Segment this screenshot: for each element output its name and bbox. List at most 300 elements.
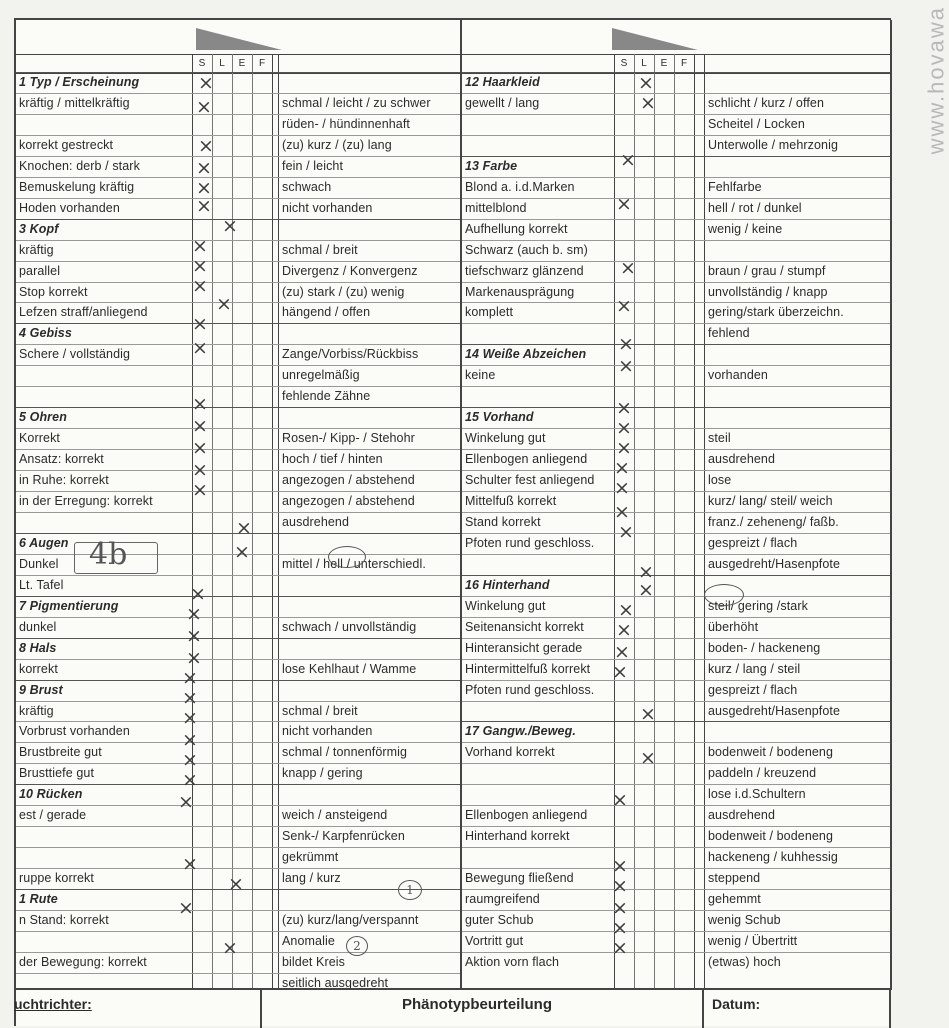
section-title: 16 Hinterhand — [465, 577, 550, 592]
section-title: 12 Haarkleid — [465, 75, 540, 89]
right-header-f: F — [680, 58, 688, 69]
deviation-label: schmal / leicht / zu schwer — [282, 95, 431, 110]
criterion-label: Winkelung gut — [465, 431, 546, 446]
left-criterion-row — [16, 826, 460, 847]
left-criterion-row — [16, 428, 460, 449]
right-criterion-row — [462, 512, 890, 533]
checkmark-icon: × — [182, 769, 198, 791]
deviation-label: hängend / offen — [282, 305, 371, 320]
checkmark-icon: × — [216, 293, 232, 315]
criterion-label: Seitenansicht korrekt — [465, 619, 584, 634]
right-header-row — [462, 54, 890, 74]
right-criterion-row — [462, 910, 890, 931]
deviation-label: boden- / hackeneng — [708, 640, 821, 655]
left-header-f: F — [258, 58, 266, 69]
deviation-label: ausgedreht/Hasenpfote — [708, 703, 841, 718]
deviation-label: Anomalie — [282, 933, 335, 948]
criterion-label: gewellt / lang — [465, 95, 540, 110]
right-section-header — [462, 156, 890, 177]
right-section-header — [462, 575, 890, 601]
criterion-label: dunkel — [19, 619, 57, 634]
left-section-header — [16, 72, 460, 93]
criterion-label: Brusttiefe gut — [19, 766, 95, 781]
left-section-header — [16, 784, 460, 805]
deviation-label: (zu) stark / (zu) wenig — [282, 284, 405, 299]
checkmark-icon: × — [222, 937, 238, 959]
deviation-label: Rosen-/ Kipp- / Stehohr — [282, 431, 415, 446]
left-section-header — [16, 638, 460, 659]
right-criterion-row — [462, 617, 890, 641]
checkmark-icon: × — [228, 873, 244, 895]
right-criterion-row — [462, 554, 890, 575]
criterion-label: kräftig — [19, 703, 54, 718]
left-criterion-row — [16, 365, 460, 386]
checkmark-icon: × — [192, 313, 208, 335]
deviation-label: ausgedreht/Hasenpfote — [708, 556, 841, 571]
criterion-label: Hoden vorhanden — [19, 200, 120, 215]
criterion-label: korrekt — [19, 661, 58, 676]
criterion-label: mittelblond — [465, 200, 527, 215]
deviation-label: steil — [708, 431, 731, 446]
criterion-label: Schulter fest anliegend — [465, 473, 595, 488]
deviation-label: knapp / gering — [282, 766, 363, 781]
checkmark-icon: × — [196, 195, 212, 217]
deviation-label: steil/ gering /stark — [708, 598, 808, 613]
deviation-label: Divergenz / Konvergenz — [282, 263, 418, 278]
right-criterion-row — [462, 219, 890, 240]
criterion-label: Pfoten rund geschloss. — [465, 682, 595, 697]
deviation-label: gekrümmt — [282, 850, 339, 865]
deviation-label: (zu) kurz / (zu) lang — [282, 137, 392, 152]
left-header-s: S — [198, 58, 206, 69]
deviation-label: braun / grau / stumpf — [708, 263, 826, 278]
checkmark-icon: × — [614, 641, 630, 663]
deviation-label: hackeneng / kuhhessig — [708, 850, 838, 865]
left-criterion-row — [16, 491, 460, 512]
criterion-label: Aufhellung korrekt — [465, 221, 568, 236]
checkmark-icon: × — [182, 853, 198, 875]
deviation-label: fehlend — [708, 326, 750, 341]
left-criterion-row — [16, 235, 460, 261]
criterion-label: Schere / vollständig — [19, 347, 131, 362]
checkmark-icon: × — [198, 135, 214, 157]
checkmark-icon: × — [616, 437, 632, 459]
right-section-header — [462, 72, 890, 93]
section-title: 4 Gebiss — [19, 326, 72, 341]
checkmark-icon: × — [192, 337, 208, 359]
deviation-label: hoch / tief / hinten — [282, 452, 383, 467]
left-criterion-row — [16, 805, 460, 826]
checkmark-icon: × — [616, 619, 632, 641]
deviation-label: franz./ zeheneng/ faßb. — [708, 514, 839, 529]
checkmark-icon: × — [236, 517, 252, 539]
circle-steil — [704, 584, 744, 606]
left-criterion-row — [16, 721, 460, 742]
criterion-label: Winkelung gut — [465, 598, 546, 613]
circled-number-2: 2 — [346, 936, 368, 956]
checkmark-icon: × — [612, 917, 628, 939]
right-section-header — [462, 721, 890, 742]
criterion-label: Brustbreite gut — [19, 745, 102, 760]
checkmark-icon: × — [640, 703, 656, 725]
checkmark-icon: × — [198, 72, 214, 94]
right-criterion-row — [462, 826, 890, 847]
checkmark-icon: × — [192, 255, 208, 277]
deviation-label: Senk-/ Karpfenrücken — [282, 829, 405, 844]
deviation-label: angezogen / abstehend — [282, 494, 415, 508]
checkmark-icon: × — [612, 875, 628, 897]
right-criterion-row — [462, 889, 890, 910]
right-criterion-row — [462, 763, 890, 784]
right-criterion-row — [462, 240, 890, 261]
criterion-label: Ellenbogen anliegend — [465, 452, 588, 467]
section-title: 13 Farbe — [465, 158, 518, 173]
left-criterion-row — [16, 344, 460, 365]
checkmark-icon: × — [196, 96, 212, 118]
deviation-label: kurz / lang / steil — [708, 661, 801, 676]
section-title: 10 Rücken — [19, 787, 83, 802]
deviation-label: nicht vorhanden — [282, 724, 373, 739]
right-column — [462, 20, 892, 990]
deviation-label: lang / kurz — [282, 871, 341, 886]
left-criterion-row — [16, 617, 460, 638]
criterion-label: keine — [465, 368, 496, 383]
checkmark-icon: × — [182, 667, 198, 689]
footer-judge-cell — [16, 990, 262, 1028]
left-criterion-row — [16, 261, 460, 282]
checkmark-icon: × — [612, 661, 628, 683]
judge-label: uchtrichter: — [14, 996, 92, 1012]
right-criterion-row — [462, 193, 890, 219]
footer-title-cell — [262, 990, 704, 1028]
right-criterion-row — [462, 868, 890, 889]
section-title: 7 Pigmentierung — [19, 598, 119, 613]
circled-number-1: 1 — [398, 880, 422, 900]
right-criterion-row — [462, 323, 890, 344]
criterion-label: kräftig / mittelkräftig — [19, 95, 130, 110]
checkmark-icon: × — [192, 415, 208, 437]
left-section-header — [16, 215, 460, 240]
criterion-label: Stop korrekt — [19, 284, 88, 299]
left-criterion-row — [16, 282, 460, 303]
deviation-label: lose Kehlhaut / Wamme — [282, 661, 417, 676]
checkmark-icon: × — [192, 275, 208, 297]
deviation-label: bildet Kreis — [282, 954, 346, 969]
criterion-label: Ansatz: korrekt — [19, 452, 104, 467]
deviation-label: bodenweit / bodeneng — [708, 829, 834, 844]
left-header-row — [16, 54, 460, 74]
left-section-header — [16, 407, 460, 428]
criterion-label: Lt. Tafel — [19, 577, 64, 592]
section-title: 15 Vorhand — [465, 410, 534, 425]
left-criterion-row — [16, 177, 460, 198]
criterion-label: Mittelfuß korrekt — [465, 494, 557, 508]
checkmark-icon: × — [186, 603, 202, 625]
deviation-label: schmal / tonnenförmig — [282, 745, 408, 760]
flag-shape-right — [612, 28, 698, 50]
left-section-header — [16, 323, 460, 344]
criterion-label: Ellenbogen anliegend — [465, 808, 588, 823]
watermark-text: www.hovawa — [923, 6, 948, 155]
checkmark-icon: × — [616, 295, 632, 317]
deviation-label: seitlich ausgedreht — [282, 975, 389, 990]
left-criterion-row — [16, 114, 460, 135]
deviation-label: unvollständig / knapp — [708, 284, 828, 299]
right-criterion-row — [462, 596, 890, 621]
checkmark-icon: × — [192, 479, 208, 501]
deviation-label: lose i.d.Schultern — [708, 787, 806, 802]
right-criterion-row — [462, 805, 890, 826]
deviation-label: hell / rot / dunkel — [708, 200, 802, 215]
right-criterion-row — [462, 302, 890, 323]
deviation-label: ausdrehend — [282, 514, 350, 529]
section-title: 9 Brust — [19, 682, 63, 697]
checkmark-icon: × — [182, 729, 198, 751]
criterion-label: Hinterhand korrekt — [465, 829, 570, 844]
right-criterion-row — [462, 449, 890, 470]
criterion-label: parallel — [19, 263, 61, 278]
deviation-label: gespreizt / flach — [708, 682, 798, 697]
deviation-label: gering/stark überzeichn. — [708, 305, 844, 320]
right-criterion-row — [462, 282, 890, 303]
criterion-label: Bemuskelung kräftig — [19, 179, 135, 194]
deviation-label: schwach — [282, 179, 332, 194]
checkmark-icon: × — [196, 177, 212, 199]
right-criterion-row — [462, 114, 890, 135]
criterion-label: raumgreifend — [465, 892, 540, 907]
checkmark-icon: × — [618, 521, 634, 543]
criterion-label: kräftig — [19, 242, 54, 257]
checkmark-icon: × — [186, 625, 202, 647]
checkmark-icon: × — [640, 747, 656, 769]
criterion-label: Hintermittelfuß korrekt — [465, 661, 591, 676]
left-criterion-row — [16, 195, 460, 219]
criterion-label: Vortritt gut — [465, 933, 524, 948]
right-criterion-row — [462, 428, 890, 449]
checkmark-icon: × — [618, 599, 634, 621]
deviation-label: rüden- / hündinnenhaft — [282, 116, 410, 131]
checkmark-icon: × — [620, 149, 636, 171]
checkmark-icon: × — [612, 789, 628, 811]
right-criterion-row — [462, 491, 890, 512]
section-title: 3 Kopf — [19, 221, 59, 236]
deviation-label: Scheitel / Locken — [708, 116, 805, 131]
criterion-label: n Stand: korrekt — [19, 913, 109, 927]
checkmark-icon: × — [640, 92, 656, 114]
evaluation-sheet — [14, 18, 891, 1026]
criterion-label: Lefzen straff/anliegend — [19, 305, 148, 320]
deviation-label: schmal / breit — [282, 242, 358, 257]
left-criterion-row — [16, 763, 460, 784]
criterion-label: korrekt gestreckt — [19, 137, 114, 152]
criterion-label: Vorhand korrekt — [465, 745, 555, 760]
deviation-label: überhöht — [708, 619, 759, 634]
checkmark-icon: × — [182, 707, 198, 729]
right-criterion-row — [462, 177, 890, 198]
deviation-label: angezogen / abstehend — [282, 473, 415, 488]
checkmark-icon: × — [612, 855, 628, 877]
right-criterion-row — [462, 784, 890, 805]
criterion-label: Korrekt — [19, 431, 60, 446]
right-criterion-row — [462, 638, 890, 663]
checkmark-icon: × — [178, 791, 194, 813]
criterion-label: komplett — [465, 305, 514, 320]
right-criterion-row — [462, 931, 890, 952]
checkmark-icon: × — [234, 541, 250, 563]
left-criterion-row — [16, 302, 460, 323]
left-header-e: E — [238, 58, 246, 69]
right-criterion-row — [462, 257, 890, 282]
criterion-label: Blond a. i.d.Marken — [465, 179, 575, 194]
right-criterion-row — [462, 93, 890, 114]
deviation-label: Zange/Vorbiss/Rückbiss — [282, 347, 419, 362]
right-criterion-row — [462, 742, 890, 763]
left-criterion-row — [16, 386, 460, 407]
deviation-label: steppend — [708, 871, 761, 886]
criterion-label: in der Erregung: korrekt — [19, 494, 153, 508]
criterion-label: est / gerade — [19, 808, 87, 823]
deviation-label: Fehlfarbe — [708, 179, 762, 194]
deviation-label: fein / leicht — [282, 158, 344, 173]
right-criterion-row — [462, 135, 890, 156]
date-label: Datum: — [712, 996, 761, 1012]
left-criterion-row — [16, 449, 460, 470]
section-title: 6 Augen — [19, 535, 69, 550]
criterion-label: ruppe korrekt — [19, 871, 94, 886]
section-title: 1 Rute — [19, 892, 58, 907]
criterion-label: Vorbrust vorhanden — [19, 724, 130, 739]
left-section-header — [16, 680, 460, 701]
section-title: 5 Ohren — [19, 410, 67, 425]
deviation-label: (etwas) hoch — [708, 954, 781, 969]
checkmark-icon: × — [186, 647, 202, 669]
checkmark-icon: × — [618, 355, 634, 377]
checkmark-icon: × — [222, 215, 238, 237]
checkmark-icon: × — [616, 397, 632, 419]
flag-shape-left — [196, 28, 282, 50]
criterion-label: Dunkel — [19, 556, 59, 571]
right-criterion-row — [462, 680, 890, 701]
footer-date-cell — [704, 990, 891, 1028]
checkmark-icon: × — [182, 687, 198, 709]
right-criterion-row — [462, 533, 890, 554]
right-criterion-row — [462, 365, 890, 386]
deviation-label: wenig / Übertritt — [708, 933, 798, 948]
right-criterion-row — [462, 952, 890, 973]
criterion-label: Schwarz (auch b. sm) — [465, 242, 588, 257]
right-criterion-row — [462, 470, 890, 491]
deviation-label: bodenweit / bodeneng — [708, 745, 834, 760]
right-header-s: S — [620, 58, 628, 69]
deviation-label: fehlende Zähne — [282, 389, 371, 404]
criterion-label: Stand korrekt — [465, 514, 541, 529]
criterion-label: Knochen: derb / stark — [19, 158, 140, 173]
left-criterion-row — [16, 659, 460, 680]
left-header-l: L — [219, 58, 225, 69]
deviation-label: nicht vorhanden — [282, 200, 373, 215]
deviation-label: wenig Schub — [708, 913, 781, 927]
checkmark-icon: × — [178, 897, 194, 919]
right-criterion-row — [462, 847, 890, 868]
eye-chart-box — [74, 537, 158, 574]
checkmark-icon: × — [612, 937, 628, 959]
checkmark-icon: × — [620, 257, 636, 279]
section-title: 17 Gangw./Beweg. — [465, 724, 576, 739]
right-section-header — [462, 407, 890, 428]
checkmark-icon: × — [182, 749, 198, 771]
criterion-label: tiefschwarz glänzend — [465, 263, 584, 278]
criterion-label: der Bewegung: korrekt — [19, 954, 147, 969]
deviation-label: schwach / unvollständig — [282, 619, 417, 634]
left-criterion-row — [16, 931, 460, 952]
eye-chart-handwriting: 4b — [89, 537, 128, 572]
right-criterion-row — [462, 659, 890, 683]
checkmark-icon: × — [190, 583, 206, 605]
section-title: 14 Weiße Abzeichen — [465, 347, 587, 362]
checkmark-icon: × — [618, 333, 634, 355]
deviation-label: vorhanden — [708, 368, 768, 383]
checkmark-icon: × — [616, 417, 632, 439]
right-criterion-row — [462, 386, 890, 407]
deviation-label: lose — [708, 473, 732, 488]
footer — [16, 988, 891, 1028]
left-section-header — [16, 596, 460, 617]
checkmark-icon: × — [638, 561, 654, 583]
checkmark-icon: × — [614, 501, 630, 523]
criterion-label: Bewegung fließend — [465, 871, 574, 886]
left-criterion-row — [16, 910, 460, 931]
left-criterion-row — [16, 575, 460, 596]
left-column — [16, 20, 462, 990]
checkmark-icon: × — [612, 897, 628, 919]
left-criterion-row — [16, 156, 460, 177]
right-criterion-row — [462, 701, 890, 725]
deviation-label: gehemmt — [708, 892, 761, 907]
checkmark-icon: × — [638, 579, 654, 601]
deviation-label: kurz/ lang/ steil/ weich — [708, 494, 833, 508]
checkmark-icon: × — [614, 457, 630, 479]
criterion-label: Hinteransicht gerade — [465, 640, 583, 655]
right-header-l: L — [641, 58, 647, 69]
checkmark-icon: × — [638, 72, 654, 94]
checkmark-icon: × — [192, 437, 208, 459]
deviation-label: gespreizt / flach — [708, 535, 798, 550]
criterion-label: Pfoten rund geschloss. — [465, 535, 595, 550]
right-header-e: E — [660, 58, 668, 69]
deviation-label: ausdrehend — [708, 452, 776, 467]
checkmark-icon: × — [614, 477, 630, 499]
checkmark-icon: × — [192, 235, 208, 257]
deviation-label: (zu) kurz/lang/verspannt — [282, 913, 419, 927]
deviation-label: wenig / keine — [708, 221, 783, 236]
deviation-label: schlicht / kurz / offen — [708, 95, 825, 110]
checkmark-icon: × — [196, 157, 212, 179]
left-criterion-row — [16, 470, 460, 491]
left-criterion-row — [16, 701, 460, 722]
section-title: 8 Hals — [19, 640, 57, 655]
section-title: 1 Typ / Erscheinung — [19, 75, 140, 89]
left-criterion-row — [16, 742, 460, 763]
deviation-label: unregelmäßig — [282, 368, 360, 383]
left-criterion-row — [16, 847, 460, 868]
criterion-label: Markenausprägung — [465, 284, 575, 299]
deviation-label: schmal / breit — [282, 703, 358, 718]
criterion-label: Aktion vorn flach — [465, 954, 560, 969]
left-criterion-row — [16, 952, 460, 973]
checkmark-icon: × — [192, 393, 208, 415]
deviation-label: mittel / hell / unterschiedl. — [282, 556, 426, 571]
deviation-label: paddeln / kreuzend — [708, 766, 817, 781]
